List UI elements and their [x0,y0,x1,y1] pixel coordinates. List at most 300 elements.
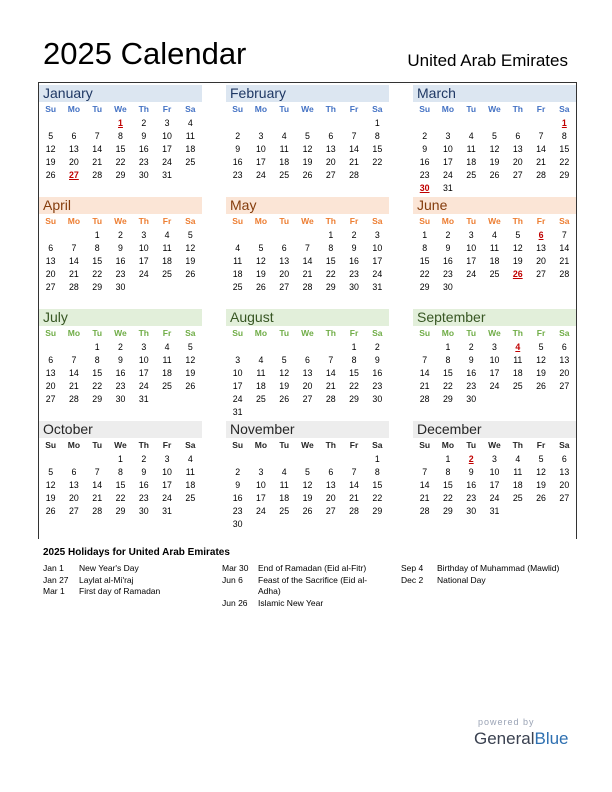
holiday-item [43,563,213,575]
weekday-label: Tu [466,216,477,226]
weekday-label: Tu [279,328,290,338]
day-cell: 17 [162,480,172,490]
day-cell: 1 [118,454,123,464]
week-row [226,268,389,281]
month-header: October [39,421,202,438]
day-cell: 9 [422,144,428,154]
day-cell: 6 [48,243,54,253]
day-cell: 31 [138,394,149,404]
day-cell: 15 [443,368,453,378]
day-cell: 3 [374,230,380,240]
day-cell: 14 [69,368,79,378]
day-cell: 7 [351,467,357,477]
day-cell: 18 [512,368,523,378]
day-cell: 10 [256,480,266,490]
day-cell: 4 [492,230,497,240]
empty-cell [529,281,552,294]
weekday-header [413,102,576,117]
empty-cell [460,182,483,195]
day-cell: 22 [92,381,103,391]
day-cell: 24 [489,381,500,391]
day-cell: 19 [302,157,313,167]
day-cell: 8 [445,467,451,477]
day-cell: 4 [164,342,170,352]
weekday-label: Fr [536,104,546,114]
week-row [39,354,202,367]
day-cell: 10 [138,243,149,253]
month-may [226,197,389,294]
day-cell: 8 [94,355,100,365]
day-cell: 18 [512,480,523,490]
page-title: 2025 Calendar [43,36,247,71]
empty-cell [460,281,483,294]
empty-cell [273,341,296,354]
day-cell: 12 [45,144,56,154]
day-cell: 26 [302,170,313,180]
day-cell: 17 [232,381,243,391]
holiday-item [222,598,382,610]
day-cell: 17 [489,368,500,378]
day-cell: 27 [512,170,523,180]
day-cell: 3 [164,454,170,464]
day-cell: 12 [512,243,523,253]
month-header: November [226,421,389,438]
day-cell: 3 [492,342,497,352]
day-cell: 4 [515,454,521,464]
weekday-label: Tu [279,104,290,114]
day-cell: 21 [419,493,430,503]
weekday-label: Fr [162,216,172,226]
day-cell: 24 [443,170,453,180]
day-cell: 11 [489,243,500,253]
day-cell: 26 [512,269,523,279]
day-cell: 26 [45,506,56,516]
empty-cell [179,169,202,182]
day-cell: 24 [232,394,243,404]
day-cell: 14 [419,368,430,378]
day-cell: 16 [443,256,453,266]
day-cell: 30 [115,394,126,404]
week-row [413,143,576,156]
day-cell: 19 [256,269,266,279]
holiday-date: Mar 1 [43,586,65,596]
month-december [413,421,576,518]
day-cell: 30 [232,519,243,529]
day-cell: 1 [374,118,380,128]
day-cell: 24 [489,493,500,503]
day-cell: 21 [536,157,546,167]
day-cell: 2 [141,454,147,464]
day-cell: 23 [466,493,477,503]
day-cell: 14 [92,480,103,490]
day-cell: 18 [232,269,243,279]
empty-cell [506,505,529,518]
day-cell: 4 [281,467,287,477]
week-row [39,393,202,406]
day-cell: 3 [141,230,147,240]
week-row [413,354,576,367]
day-cell: 24 [256,170,266,180]
day-cell: 19 [302,493,313,503]
weekday-label: Sa [559,328,570,338]
day-cell: 30 [372,394,383,404]
day-cell: 29 [419,282,430,292]
day-cell: 1 [118,118,123,128]
day-cell: 31 [162,506,172,516]
weekday-header [39,102,202,117]
day-cell: 4 [235,243,241,253]
empty-cell [249,117,272,130]
weekday-label: Mo [67,440,81,450]
day-cell: 2 [118,342,123,352]
week-row [226,242,389,255]
empty-cell [226,453,249,466]
day-cell: 17 [256,157,266,167]
holiday-date: Dec 2 [401,574,424,585]
weekday-label: Su [232,440,244,450]
day-cell: 27 [69,170,79,180]
day-cell: 10 [232,368,243,378]
day-cell: 16 [466,480,477,490]
day-cell: 12 [489,144,500,154]
empty-cell [155,281,178,294]
week-row [226,229,389,242]
powered-by-text: powered by [478,717,535,727]
empty-cell [179,505,202,518]
month-april [39,197,202,294]
day-cell: 19 [45,157,56,167]
day-cell: 11 [185,467,195,477]
day-cell: 19 [279,381,290,391]
week-row [39,367,202,380]
week-row [226,492,389,505]
day-cell: 11 [162,355,172,365]
empty-cell [39,117,62,130]
empty-cell [62,229,85,242]
weekday-label: Mo [441,104,455,114]
day-cell: 27 [325,170,336,180]
day-cell: 19 [536,480,546,490]
day-cell: 7 [561,230,567,240]
day-cell: 27 [559,493,570,503]
day-cell: 10 [162,467,172,477]
day-cell: 29 [115,506,126,516]
week-row [413,117,576,130]
empty-cell [249,229,272,242]
day-cell: 22 [115,493,126,503]
weekday-label: Th [138,104,149,114]
day-cell: 22 [559,157,570,167]
day-cell: 31 [372,282,383,292]
week-row [413,281,576,294]
holiday-item [401,563,576,575]
empty-cell [553,505,576,518]
day-cell: 31 [443,183,453,193]
day-cell: 2 [468,454,474,464]
day-cell: 22 [115,157,126,167]
day-cell: 2 [351,230,357,240]
day-cell: 7 [71,355,77,365]
day-cell: 25 [232,282,243,292]
weekday-label: Th [138,440,149,450]
week-row [39,156,202,169]
empty-cell [296,453,319,466]
weekday-label: Fr [162,104,172,114]
week-row [39,255,202,268]
holiday-name: New Year's Day [79,563,139,573]
day-cell: 28 [69,394,79,404]
empty-cell [86,453,109,466]
day-cell: 7 [71,243,77,253]
weekday-label: Fr [349,440,359,450]
weekday-label: Th [512,440,523,450]
weekday-label: Fr [536,328,546,338]
day-cell: 7 [422,467,428,477]
weekday-label: Tu [279,216,290,226]
day-cell: 22 [419,269,430,279]
day-cell: 6 [515,131,521,141]
day-cell: 30 [138,170,149,180]
weekday-label: Su [232,216,244,226]
day-cell: 16 [232,157,243,167]
day-cell: 10 [372,243,383,253]
day-cell: 23 [232,170,243,180]
weekday-label: Tu [466,328,477,338]
weekday-label: Th [512,216,523,226]
month-header: December [413,421,576,438]
day-cell: 30 [115,282,126,292]
brand-logo[interactable] [474,729,569,749]
day-cell: 6 [281,243,287,253]
empty-cell [319,453,342,466]
day-cell: 5 [187,342,193,352]
day-cell: 1 [445,454,451,464]
weekday-header [226,214,389,229]
day-cell: 27 [45,394,56,404]
week-row [39,505,202,518]
weekday-label: Sa [185,328,196,338]
day-cell: 9 [141,131,147,141]
week-row [39,143,202,156]
weekday-label: We [301,440,314,450]
holiday-date: Jun 6 [222,574,243,585]
day-cell: 5 [305,467,310,477]
day-cell: 17 [443,157,453,167]
day-cell: 6 [48,355,54,365]
weekday-header [226,438,389,453]
day-cell: 6 [328,467,334,477]
empty-cell [179,393,202,406]
day-cell: 5 [281,355,287,365]
day-cell: 7 [351,131,357,141]
weekday-label: Sa [559,104,570,114]
day-cell: 18 [185,144,196,154]
day-cell: 15 [92,368,103,378]
day-cell: 26 [536,493,546,503]
day-cell: 28 [536,170,546,180]
month-february [226,85,389,182]
weekday-label: Th [512,104,523,114]
day-cell: 1 [374,454,380,464]
holiday-column [43,563,213,598]
weekday-label: Sa [372,328,383,338]
day-cell: 2 [235,467,241,477]
day-cell: 23 [466,381,477,391]
week-row [413,229,576,242]
holidays-heading: 2025 Holidays for United Arab Emirates [43,547,230,558]
day-cell: 24 [372,269,383,279]
day-cell: 10 [138,355,149,365]
week-row [413,492,576,505]
day-cell: 18 [279,157,290,167]
day-cell: 6 [538,230,544,240]
day-cell: 7 [94,467,100,477]
empty-cell [506,281,529,294]
day-cell: 17 [372,256,383,266]
day-cell: 16 [138,144,149,154]
holiday-date: Jan 1 [43,563,64,573]
day-cell: 10 [489,467,500,477]
empty-cell [226,341,249,354]
weekday-header [39,214,202,229]
day-cell: 13 [302,368,313,378]
holiday-name: First day of Ramadan [79,586,161,596]
day-cell: 28 [69,282,79,292]
day-cell: 25 [279,170,290,180]
weekday-label: Th [325,216,336,226]
empty-cell [39,341,62,354]
day-cell: 13 [279,256,290,266]
day-cell: 21 [419,381,430,391]
day-cell: 24 [162,493,172,503]
day-cell: 2 [445,230,451,240]
week-row [413,367,576,380]
day-cell: 14 [349,144,359,154]
day-cell: 13 [559,467,570,477]
day-cell: 25 [279,506,290,516]
day-cell: 24 [138,269,149,279]
weekday-label: Th [138,328,149,338]
day-cell: 20 [69,157,79,167]
empty-cell [553,281,576,294]
empty-cell [506,393,529,406]
day-cell: 21 [325,381,336,391]
day-cell: 15 [92,256,103,266]
weekday-label: Th [138,216,149,226]
day-cell: 7 [328,355,334,365]
day-cell: 17 [256,493,266,503]
holiday-item [222,575,382,598]
day-cell: 29 [92,394,103,404]
empty-cell [249,406,272,419]
holiday-date: Jan 27 [43,574,69,585]
day-cell: 29 [443,506,453,516]
day-cell: 27 [325,506,336,516]
day-cell: 9 [141,467,147,477]
weekday-label: Mo [67,104,81,114]
day-cell: 22 [325,269,336,279]
day-cell: 8 [374,131,380,141]
weekday-label: Su [45,216,57,226]
day-cell: 9 [351,243,357,253]
week-row [226,367,389,380]
day-cell: 12 [536,467,546,477]
day-cell: 4 [258,355,264,365]
weekday-header [413,438,576,453]
day-cell: 9 [374,355,380,365]
month-header: July [39,309,202,326]
day-cell: 2 [118,230,123,240]
day-cell: 25 [466,170,477,180]
empty-cell [483,182,506,195]
day-cell: 13 [45,368,56,378]
day-cell: 5 [48,467,54,477]
empty-cell [39,229,62,242]
day-cell: 25 [185,493,196,503]
day-cell: 25 [162,381,172,391]
day-cell: 15 [325,256,336,266]
day-cell: 11 [162,243,172,253]
day-cell: 30 [466,506,477,516]
week-row [39,341,202,354]
empty-cell [273,117,296,130]
holiday-column [401,563,576,586]
day-cell: 26 [536,381,546,391]
day-cell: 21 [69,381,79,391]
weekday-label: We [301,104,314,114]
month-october [39,421,202,518]
day-cell: 26 [302,506,313,516]
day-cell: 14 [419,480,430,490]
day-cell: 20 [325,493,336,503]
day-cell: 5 [515,230,521,240]
day-cell: 26 [185,381,196,391]
day-cell: 20 [536,256,546,266]
week-row [39,479,202,492]
holiday-item [222,563,382,575]
weekday-label: Mo [67,328,81,338]
day-cell: 6 [71,131,77,141]
day-cell: 4 [164,230,170,240]
day-cell: 16 [115,368,126,378]
day-cell: 11 [279,144,289,154]
day-cell: 5 [48,131,54,141]
empty-cell [179,281,202,294]
weekday-label: Tu [92,440,103,450]
empty-cell [249,341,272,354]
day-cell: 29 [115,170,126,180]
day-cell: 18 [489,256,500,266]
day-cell: 15 [349,368,359,378]
empty-cell [413,453,436,466]
weekday-header [226,326,389,341]
day-cell: 11 [279,480,289,490]
day-cell: 23 [232,506,243,516]
empty-cell [249,518,272,531]
week-row [413,393,576,406]
day-cell: 23 [115,381,126,391]
holiday-item [401,575,576,587]
weekday-label: Sa [372,440,383,450]
weekday-label: We [488,216,501,226]
holiday-name: Birthday of Muhammad (Mawlid) [437,563,560,573]
day-cell: 18 [279,493,290,503]
day-cell: 14 [92,144,103,154]
day-cell: 24 [138,381,149,391]
week-row [226,341,389,354]
holiday-name: End of Ramadan (Eid al-Fitr) [258,563,367,573]
day-cell: 19 [489,157,500,167]
